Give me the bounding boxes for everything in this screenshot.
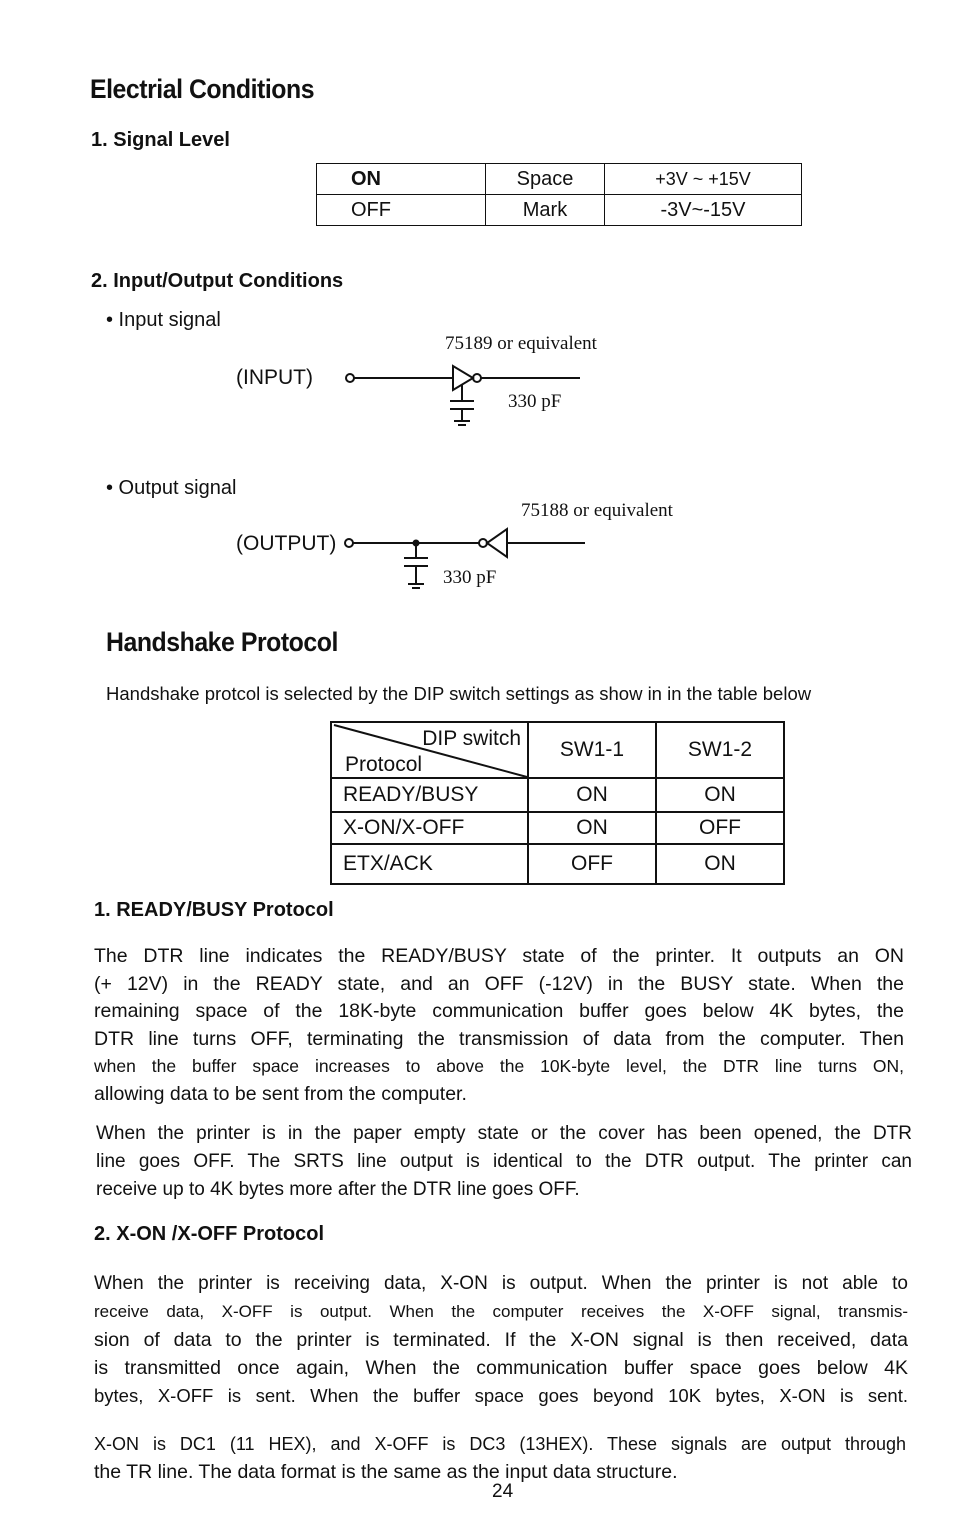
table-row xyxy=(317,164,802,195)
handshake-protocol-heading: Handshake Protocol xyxy=(106,627,338,657)
text-line: line goes OFF. The SRTS line output is identical to the DTR output. The printer can xyxy=(96,1151,912,1172)
input-cap-label: 330 pF xyxy=(508,391,562,412)
text-line: the TR line. The data format is the same as the input data structure. xyxy=(94,1461,678,1483)
signal-voltage-cell: +3V ~ +15V xyxy=(605,164,802,195)
input-ic-label: 75189 or equivalent xyxy=(445,333,597,354)
sw2-cell: ON xyxy=(656,778,784,812)
table-row xyxy=(331,778,784,812)
output-cap-label: 330 pF xyxy=(443,567,497,588)
text-line: bytes, X-OFF is sent. When the buffer space goes beyond 10K bytes, X-ON is sent. xyxy=(94,1385,908,1406)
protocol-header-label: Protocol xyxy=(345,753,423,776)
text-line: X-ON is DC1 (11 HEX), and X-OFF is DC3 (13HEX). These signals are output through xyxy=(94,1434,906,1454)
input-terminal xyxy=(346,374,354,382)
table-row xyxy=(317,195,802,226)
xon-xoff-title: 2. X-ON /X-OFF Protocol xyxy=(94,1223,325,1245)
output-terminal xyxy=(345,539,353,547)
sw1-1-header: SW1-1 xyxy=(528,722,656,778)
text-line: when the buffer space increases to above the 10K-byte level, the DTR line turns ON, xyxy=(94,1056,904,1076)
text-line: When the printer is receiving data, X-ON is output. When the printer is not able to xyxy=(94,1273,908,1294)
input-circuit-diagram xyxy=(340,355,600,435)
xon-xoff-paragraph-2 xyxy=(94,1430,906,1486)
table-row xyxy=(331,812,784,844)
xon-xoff-paragraph xyxy=(94,1270,908,1410)
text-line: When the printer is in the paper empty state or the cover has been opened, the DTR xyxy=(96,1123,912,1144)
dip-switch-table xyxy=(330,721,785,885)
sw1-cell: ON xyxy=(528,778,656,812)
protocol-cell: ETX/ACK xyxy=(331,844,528,884)
text-line: The DTR line indicates the READY/BUSY state of the printer. It outputs an ON xyxy=(94,945,904,967)
signal-voltage-cell: -3V~-15V xyxy=(605,195,802,226)
input-signal-bullet: • Input signal xyxy=(106,309,221,331)
output-label: (OUTPUT) xyxy=(236,532,337,555)
page-number: 24 xyxy=(492,1481,514,1502)
text-line: DTR line turns OFF, terminating the transmission of data from the computer. Then xyxy=(94,1027,904,1050)
output-circuit-diagram xyxy=(340,520,600,600)
sw1-cell: ON xyxy=(528,812,656,844)
ready-busy-paragraph-2 xyxy=(96,1120,912,1204)
protocol-cell: READY/BUSY xyxy=(331,778,528,812)
table-row xyxy=(331,844,784,884)
sw2-cell: ON xyxy=(656,844,784,884)
ready-busy-title: 1. READY/BUSY Protocol xyxy=(94,899,334,921)
sw2-cell: OFF xyxy=(656,812,784,844)
output-signal-bullet: • Output signal xyxy=(106,477,237,499)
signal-name-cell: Space xyxy=(486,164,605,195)
driver-buffer-icon xyxy=(487,529,507,557)
table-header-row xyxy=(331,722,784,778)
output-ic-label: 75188 or equivalent xyxy=(521,500,673,521)
protocol-cell: X-ON/X-OFF xyxy=(331,812,528,844)
dip-header-diagonal-cell xyxy=(331,722,528,778)
signal-level-title: 1. Signal Level xyxy=(91,129,230,151)
input-label: (INPUT) xyxy=(236,366,313,389)
signal-state-cell: OFF xyxy=(317,195,486,226)
sw1-2-header: SW1-2 xyxy=(656,722,784,778)
sw1-cell: OFF xyxy=(528,844,656,884)
signal-level-table xyxy=(316,163,802,226)
handshake-intro: Handshake protcol is selected by the DIP switch settings as show in in the table below xyxy=(106,683,812,704)
text-line: is transmitted once again, When the communication buffer space goes below 4K xyxy=(94,1357,908,1379)
ready-busy-paragraph xyxy=(94,943,904,1108)
signal-state-cell: ON xyxy=(317,164,486,195)
io-conditions-title: 2. Input/Output Conditions xyxy=(91,270,344,292)
text-line: (+ 12V) in the READY state, and an OFF (-12V) in the BUSY state. When the xyxy=(94,972,904,995)
signal-name-cell: Mark xyxy=(486,195,605,226)
text-line: allowing data to be sent from the computer. xyxy=(94,1082,467,1105)
text-line: receive up to 4K bytes more after the DTR line goes OFF. xyxy=(96,1179,580,1200)
electrical-conditions-heading: Electrial Conditions xyxy=(90,74,315,104)
text-line: remaining space of the 18K-byte communication buffer goes below 4K bytes, the xyxy=(94,1000,904,1022)
text-line: receive data, X-OFF is output. When the computer receives the X-OFF signal, transmis- xyxy=(94,1302,908,1321)
dip-switch-header-label: DIP switch xyxy=(422,727,521,750)
text-line: sion of data to the printer is terminated. If the X-ON signal is then received, data xyxy=(94,1329,908,1351)
